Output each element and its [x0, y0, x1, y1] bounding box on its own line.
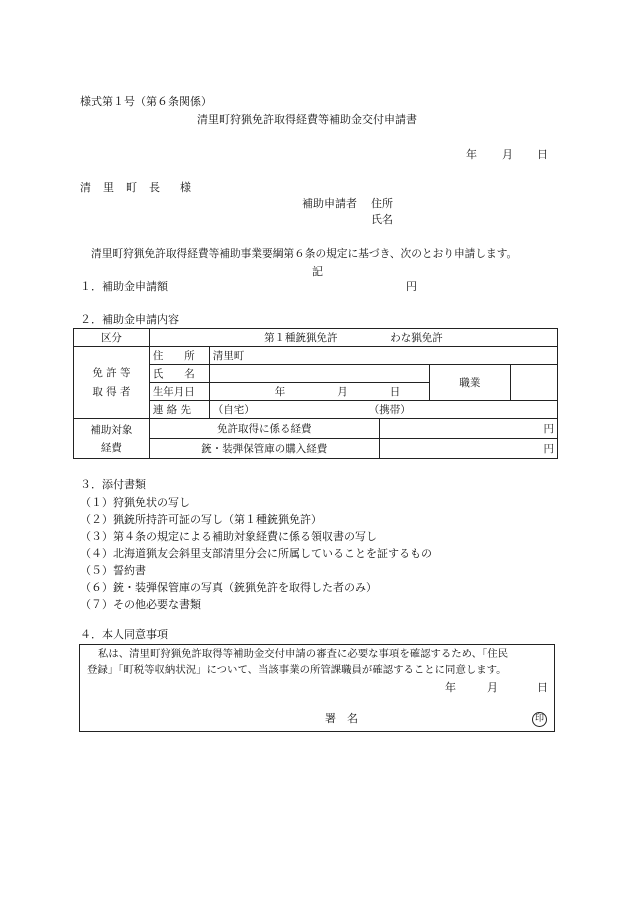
section1-unit: 円	[406, 280, 417, 293]
subsidy-label-line1: 補助対象	[90, 423, 133, 436]
birth-day: 日	[389, 386, 401, 398]
consent-day: 日	[537, 681, 548, 694]
job-label: 職業	[429, 365, 511, 401]
consent-box	[79, 644, 555, 732]
expense2-label: 銃・装弾保管庫の購入経費	[149, 439, 379, 459]
form-number: 様式第１号（第６条関係）	[80, 95, 212, 108]
subsidy-expense-label	[74, 419, 150, 459]
list-item: （６）銃・装弾保管庫の写真（銃猟免許を取得した者のみ）	[80, 581, 377, 594]
address-label: 住 所	[149, 347, 209, 365]
list-item: （５）誓約書	[80, 564, 146, 577]
list-item: （３）第４条の規定による補助対象経費に係る領収書の写し	[80, 530, 377, 543]
kubun-option-trap[interactable]: わな猟免許	[390, 332, 443, 344]
signature-label: 署 名	[325, 712, 358, 725]
section1-label: １．補助金申請額	[80, 280, 168, 293]
attachment-list	[80, 494, 432, 613]
expense2-unit: 円	[543, 443, 554, 455]
section3-label: ３．添付書類	[80, 478, 146, 491]
kubun-label: 区分	[74, 329, 150, 347]
application-table	[73, 328, 558, 459]
expense1-unit: 円	[543, 423, 554, 435]
expense1-field[interactable]	[379, 419, 557, 439]
birth-month: 月	[337, 386, 348, 398]
contact-label: 連 絡 先	[149, 401, 209, 419]
applicant-name-label: 氏名	[371, 213, 393, 226]
birth-year: 年	[274, 386, 286, 398]
address-field[interactable]: 清里町	[209, 347, 557, 365]
applicant-address-label: 住所	[371, 197, 393, 210]
kubun-option-gun[interactable]: 第１種銃猟免許	[264, 332, 338, 344]
section2-label: ２．補助金申請内容	[80, 313, 179, 326]
subsidy-label-line2: 経費	[100, 441, 122, 454]
license-label-line2: 取 得 者	[92, 385, 131, 398]
list-item: （７）その他必要な書類	[80, 598, 201, 611]
applicant-role: 補助申請者	[302, 197, 357, 210]
license-label-line1: 免 許 等	[92, 366, 131, 379]
date-month: 月	[502, 148, 513, 161]
license-holder-label	[74, 347, 150, 419]
table-row	[74, 347, 558, 365]
date-day: 日	[537, 148, 548, 161]
page-title: 清里町狩猟免許取得経費等補助金交付申請書	[197, 113, 417, 126]
expense2-field[interactable]	[379, 439, 557, 459]
name-field[interactable]	[209, 365, 429, 383]
addressee-name: 清 里 町 長	[80, 181, 161, 194]
table-row	[74, 329, 558, 347]
consent-line1: 私は、清里町狩猟免許取得等補助金交付申請の審査に必要な事項を確認するため、「住民	[98, 648, 509, 660]
addressee-suffix: 様	[180, 181, 191, 194]
consent-month: 月	[487, 681, 498, 694]
section4-label: ４．本人同意事項	[80, 628, 168, 641]
contact-mobile: （携帯）	[368, 404, 411, 416]
consent-year: 年	[445, 681, 456, 694]
contact-field[interactable]	[209, 401, 557, 419]
birth-field[interactable]	[209, 383, 429, 401]
intro-text: 清里町狩猟免許取得経費等補助事業要綱第６条の規定に基づき、次のとおり申請します。	[91, 247, 518, 260]
birth-label: 生年月日	[149, 383, 209, 401]
name-label: 氏 名	[149, 365, 209, 383]
job-field[interactable]	[511, 365, 558, 401]
table-row	[74, 419, 558, 439]
ki-label: 記	[312, 265, 323, 278]
list-item: （２）猟銃所持許可証の写し（第１種銃猟免許）	[80, 513, 322, 526]
date-year: 年	[466, 148, 477, 161]
consent-line2: 登録」「町税等収納状況」について、当該事業の所管課職員が確認することに同意します。	[87, 664, 507, 676]
contact-home: （自宅）	[212, 404, 255, 416]
kubun-options	[149, 329, 557, 347]
expense1-label: 免許取得に係る経費	[149, 419, 379, 439]
seal-icon: 印	[532, 712, 547, 727]
list-item: （１）狩猟免状の写し	[80, 496, 190, 509]
list-item: （４）北海道猟友会斜里支部清里分会に所属していることを証するもの	[80, 547, 432, 560]
